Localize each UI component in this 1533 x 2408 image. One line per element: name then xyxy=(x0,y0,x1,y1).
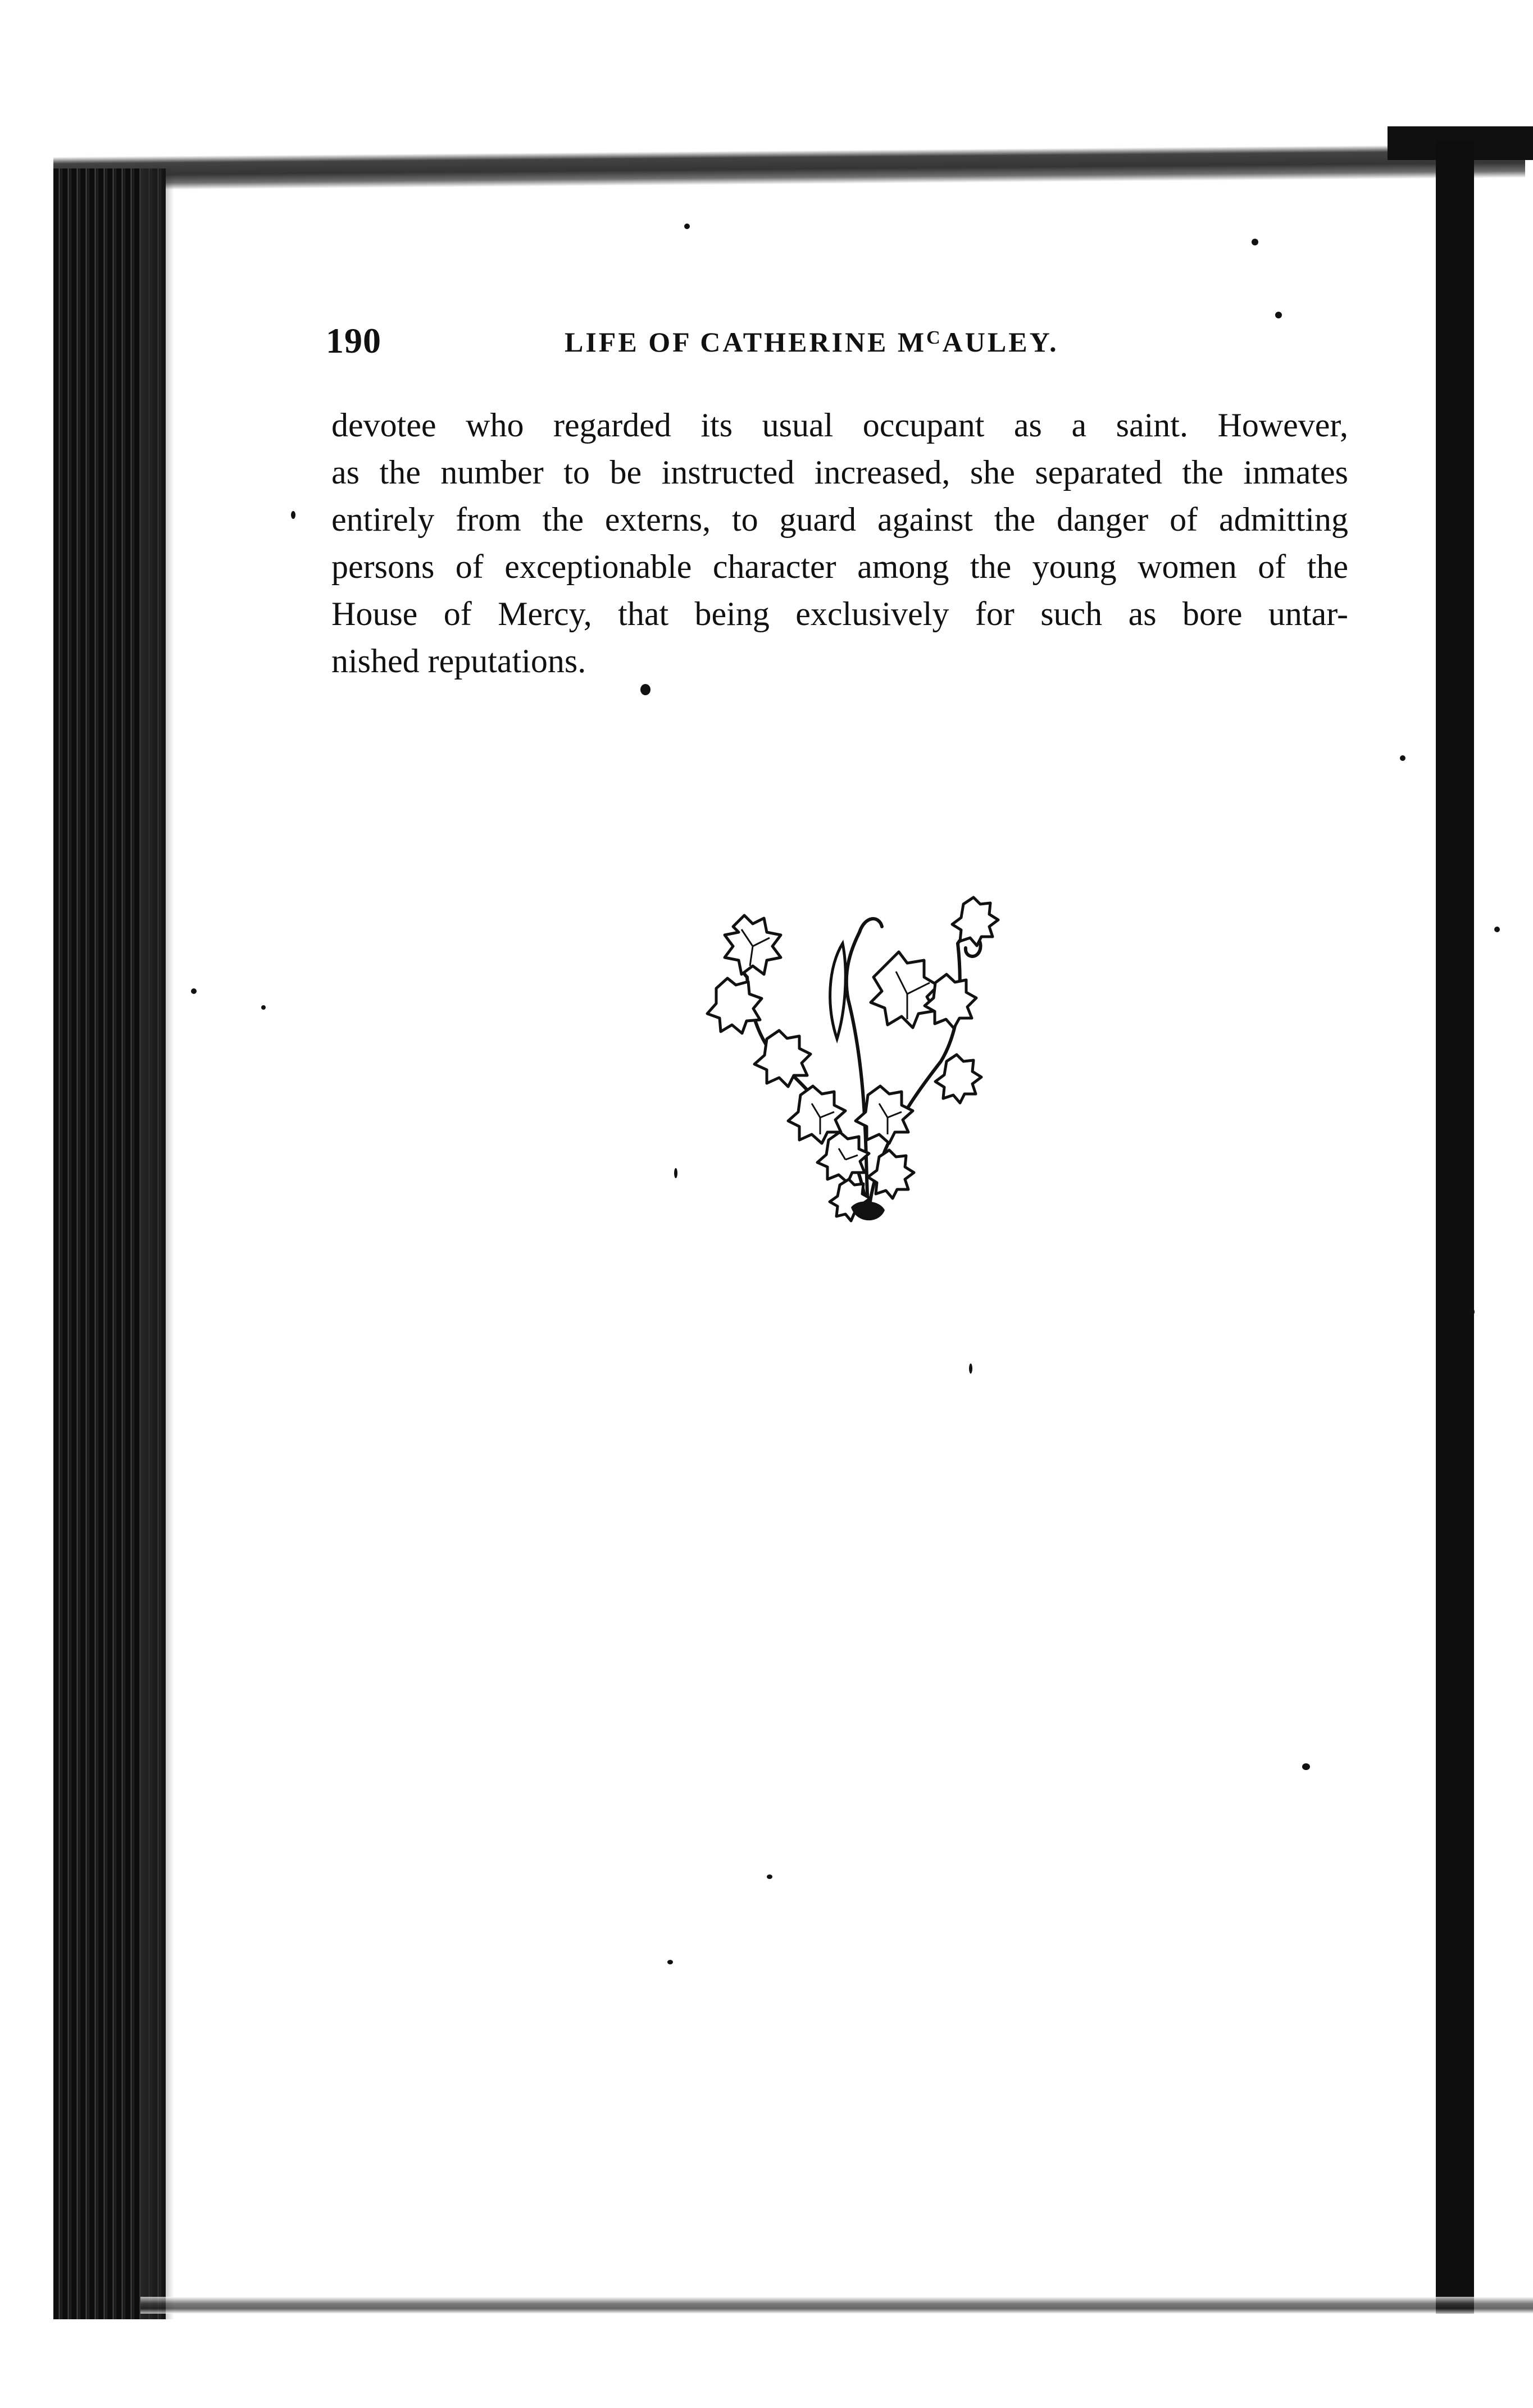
text-line: entirely from the externs, to guard against the danger of admitting xyxy=(331,501,1348,538)
scan-speck xyxy=(191,988,197,994)
page-bottom-edge xyxy=(140,2297,1533,2314)
running-head-prefix: LIFE OF CATHERINE M xyxy=(565,326,927,358)
scan-speck xyxy=(1302,1763,1310,1770)
text-line: persons of exceptionable character among the young women of the xyxy=(331,548,1348,585)
scan-speck xyxy=(667,1960,673,1964)
scan-speck xyxy=(1275,312,1282,318)
page-header xyxy=(326,320,1393,371)
text-line: House of Mercy, that being exclusively for such as bore untar- xyxy=(331,595,1348,632)
running-head xyxy=(565,326,1059,358)
scan-speck xyxy=(969,1363,972,1374)
text-line: devotee who regarded its usual occupant as a saint. However, xyxy=(331,407,1348,444)
text-line: nished reputations. xyxy=(331,642,586,679)
vine-leaf-ornament-icon xyxy=(699,893,1003,1224)
page-right-edge xyxy=(1436,140,1474,2314)
text-line: as the number to be instructed increased, she separated the inmates xyxy=(331,454,1348,491)
scan-speck xyxy=(1470,1308,1475,1315)
scan-speck xyxy=(640,684,650,695)
scan-speck xyxy=(767,1875,772,1879)
page-left-edge-shadow xyxy=(140,168,174,2319)
scan-speck xyxy=(684,224,690,229)
scan-speck xyxy=(291,511,295,519)
scan-speck xyxy=(674,1168,677,1178)
page-top-edge xyxy=(53,144,1525,191)
scan-speck xyxy=(1400,755,1405,761)
scan-speck xyxy=(1494,927,1500,932)
scan-speck xyxy=(261,1005,266,1010)
scan-speck xyxy=(1252,239,1258,245)
running-head-suffix: AULEY. xyxy=(942,326,1059,358)
page-number: 190 xyxy=(326,321,381,361)
running-head-superscript: C xyxy=(926,327,943,348)
body-paragraph xyxy=(331,402,1348,685)
